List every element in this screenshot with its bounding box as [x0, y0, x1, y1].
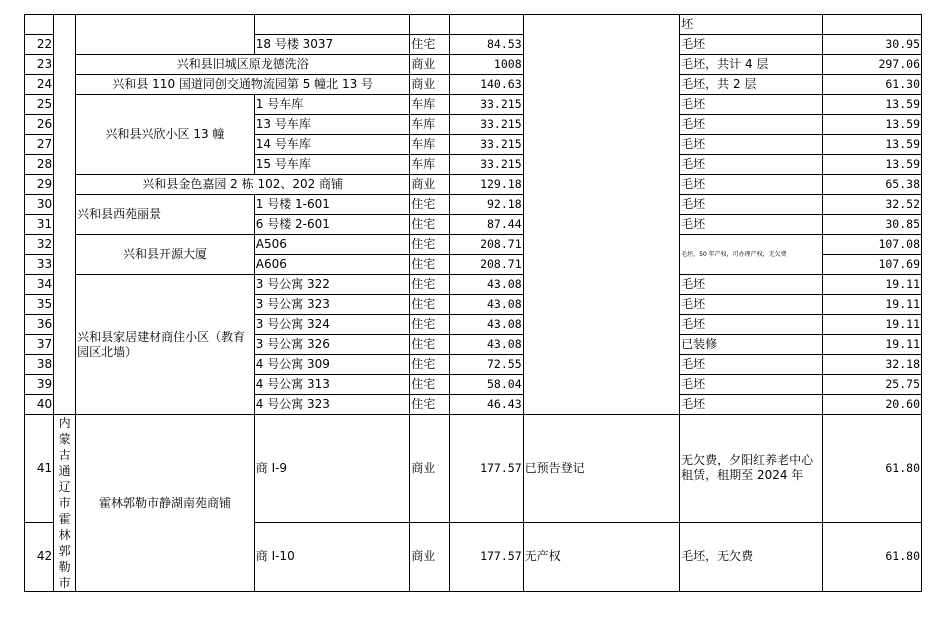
row-number: 30: [25, 195, 54, 215]
room-cell: 13 号车库: [254, 115, 410, 135]
note-cell: 毛坯，50 年产权，可办理产权，无欠费: [680, 235, 822, 275]
area-cell: 92.18: [450, 195, 523, 215]
area-cell: 43.08: [450, 295, 523, 315]
project-cell: 兴和县 110 国道同创交通物流园第 5 幢北 13 号: [76, 75, 410, 95]
value-cell: 30.95: [822, 35, 921, 55]
room-cell: 3 号公寓 326: [254, 335, 410, 355]
value-cell: 13.59: [822, 115, 921, 135]
row-number: 26: [25, 115, 54, 135]
row-number: 36: [25, 315, 54, 335]
row-number: 22: [25, 35, 54, 55]
project-cell: 兴和县西苑丽景: [76, 195, 255, 235]
area-cell: 177.57: [450, 522, 523, 591]
value-cell: 297.06: [822, 55, 921, 75]
room-cell: 4 号公寓 323: [254, 395, 410, 415]
note-cell: 毛坯: [680, 175, 822, 195]
table-row: [25, 415, 922, 523]
row-number: 31: [25, 215, 54, 235]
row-number: 40: [25, 395, 54, 415]
use-cell: 住宅: [410, 295, 450, 315]
project-cell: 兴和县金色嘉园 2 栋 102、202 商铺: [76, 175, 410, 195]
area-cell: 72.55: [450, 355, 523, 375]
row-number: [25, 15, 54, 35]
table-row: [25, 235, 922, 255]
note-cell: 毛坯: [680, 195, 822, 215]
value-cell: 61.80: [822, 415, 921, 523]
project-cell: 兴和县家居建材商住小区（教育园区北墙）: [76, 275, 255, 415]
area-cell: 33.215: [450, 95, 523, 115]
note-cell: 毛坯，共 2 层: [680, 75, 822, 95]
area-cell: 208.71: [450, 235, 523, 255]
use-cell: 商业: [410, 55, 450, 75]
value-cell: 19.11: [822, 335, 921, 355]
room-cell: 3 号公寓 323: [254, 295, 410, 315]
value-cell: 107.69: [822, 255, 921, 275]
room-cell: A506: [254, 235, 410, 255]
value-cell: [822, 15, 921, 35]
room-cell: 1 号车库: [254, 95, 410, 115]
table-row: [25, 275, 922, 295]
value-cell: 30.85: [822, 215, 921, 235]
table-row: [25, 95, 922, 115]
area-cell: 46.43: [450, 395, 523, 415]
note-cell: 毛坯: [680, 155, 822, 175]
use-cell: 住宅: [410, 355, 450, 375]
row-number: 24: [25, 75, 54, 95]
row-number: 32: [25, 235, 54, 255]
note-cell: 毛坯: [680, 275, 822, 295]
use-cell: 商业: [410, 175, 450, 195]
area-cell: 129.18: [450, 175, 523, 195]
value-cell: 65.38: [822, 175, 921, 195]
note-cell: 毛坯: [680, 395, 822, 415]
use-cell: 住宅: [410, 235, 450, 255]
area-cell: 33.215: [450, 155, 523, 175]
area-cell: 177.57: [450, 415, 523, 523]
value-cell: 19.11: [822, 315, 921, 335]
project-cell: 兴和县兴欣小区 13 幢: [76, 95, 255, 175]
value-cell: 61.30: [822, 75, 921, 95]
table-row: [25, 175, 922, 195]
row-number: 35: [25, 295, 54, 315]
row-number: 33: [25, 255, 54, 275]
status-cell: 已预告登记: [523, 415, 680, 523]
table-row: [25, 15, 922, 35]
note-cell: 毛坯: [680, 95, 822, 115]
region-cell: [54, 15, 76, 415]
room-cell: 1 号楼 1-601: [254, 195, 410, 215]
value-cell: 13.59: [822, 155, 921, 175]
use-cell: 住宅: [410, 215, 450, 235]
area-cell: 87.44: [450, 215, 523, 235]
value-cell: 61.80: [822, 522, 921, 591]
use-cell: 车库: [410, 95, 450, 115]
use-cell: 车库: [410, 135, 450, 155]
use-cell: 车库: [410, 155, 450, 175]
use-cell: 住宅: [410, 35, 450, 55]
value-cell: 19.11: [822, 275, 921, 295]
room-cell: 商 I-10: [254, 522, 410, 591]
property-table: [24, 14, 922, 592]
value-cell: 20.60: [822, 395, 921, 415]
area-cell: 33.215: [450, 115, 523, 135]
use-cell: 住宅: [410, 195, 450, 215]
project-cell: 兴和县开源大厦: [76, 235, 255, 275]
room-cell: 15 号车库: [254, 155, 410, 175]
note-cell: 已装修: [680, 335, 822, 355]
note-cell: 毛坯: [680, 135, 822, 155]
area-cell: 43.08: [450, 315, 523, 335]
note-cell: 毛坯: [680, 115, 822, 135]
room-cell: 14 号车库: [254, 135, 410, 155]
status-cell: 无产权: [523, 522, 680, 591]
use-cell: 商业: [410, 522, 450, 591]
row-number: 28: [25, 155, 54, 175]
project-cell: 兴和县旧城区原龙德洗浴: [76, 55, 410, 75]
note-cell: 毛坯: [680, 215, 822, 235]
value-cell: 32.18: [822, 355, 921, 375]
note-cell: 毛坯: [680, 355, 822, 375]
use-cell: 住宅: [410, 255, 450, 275]
note-cell: 毛坯: [680, 315, 822, 335]
row-number: 29: [25, 175, 54, 195]
value-cell: 107.08: [822, 235, 921, 255]
area-cell: 33.215: [450, 135, 523, 155]
use-cell: 商业: [410, 75, 450, 95]
row-number: 41: [25, 415, 54, 523]
value-cell: 13.59: [822, 135, 921, 155]
value-cell: 13.59: [822, 95, 921, 115]
row-number: 34: [25, 275, 54, 295]
room-cell: 6 号楼 2-601: [254, 215, 410, 235]
row-number: 25: [25, 95, 54, 115]
region-cell: 内蒙古通辽市霍林郭勒市: [54, 415, 76, 592]
use-cell: 住宅: [410, 275, 450, 295]
note-cell: 毛坯，共计 4 层: [680, 55, 822, 75]
area-cell: 43.08: [450, 275, 523, 295]
room-cell: 3 号公寓 324: [254, 315, 410, 335]
area-cell: 58.04: [450, 375, 523, 395]
table-row: [25, 55, 922, 75]
note-cell: 坯: [680, 15, 822, 35]
note-cell: 毛坯: [680, 35, 822, 55]
row-number: 37: [25, 335, 54, 355]
area-cell: 1008: [450, 55, 523, 75]
room-cell: [254, 15, 410, 35]
room-cell: 18 号楼 3037: [254, 35, 410, 55]
value-cell: 25.75: [822, 375, 921, 395]
note-cell: 无欠费，夕阳红养老中心租赁，租期至 2024 年: [680, 415, 822, 523]
room-cell: 4 号公寓 313: [254, 375, 410, 395]
project-cell: 霍林郭勒市静湖南苑商铺: [76, 415, 255, 592]
use-cell: [410, 15, 450, 35]
note-cell: 毛坯，无欠费: [680, 522, 822, 591]
area-cell: 208.71: [450, 255, 523, 275]
area-cell: 140.63: [450, 75, 523, 95]
room-cell: 3 号公寓 322: [254, 275, 410, 295]
room-cell: 商 I-9: [254, 415, 410, 523]
row-number: 42: [25, 522, 54, 591]
table-row: [25, 195, 922, 215]
area-cell: 43.08: [450, 335, 523, 355]
note-cell: 毛坯: [680, 295, 822, 315]
area-cell: 84.53: [450, 35, 523, 55]
note-cell: 毛坯: [680, 375, 822, 395]
status-cell: [523, 15, 680, 415]
area-cell: [450, 15, 523, 35]
project-cell: [76, 15, 255, 55]
use-cell: 车库: [410, 115, 450, 135]
room-cell: A606: [254, 255, 410, 275]
use-cell: 住宅: [410, 315, 450, 335]
use-cell: 商业: [410, 415, 450, 523]
use-cell: 住宅: [410, 375, 450, 395]
row-number: 39: [25, 375, 54, 395]
use-cell: 住宅: [410, 335, 450, 355]
value-cell: 32.52: [822, 195, 921, 215]
use-cell: 住宅: [410, 395, 450, 415]
room-cell: 4 号公寓 309: [254, 355, 410, 375]
row-number: 38: [25, 355, 54, 375]
value-cell: 19.11: [822, 295, 921, 315]
row-number: 23: [25, 55, 54, 75]
row-number: 27: [25, 135, 54, 155]
table-row: [25, 75, 922, 95]
